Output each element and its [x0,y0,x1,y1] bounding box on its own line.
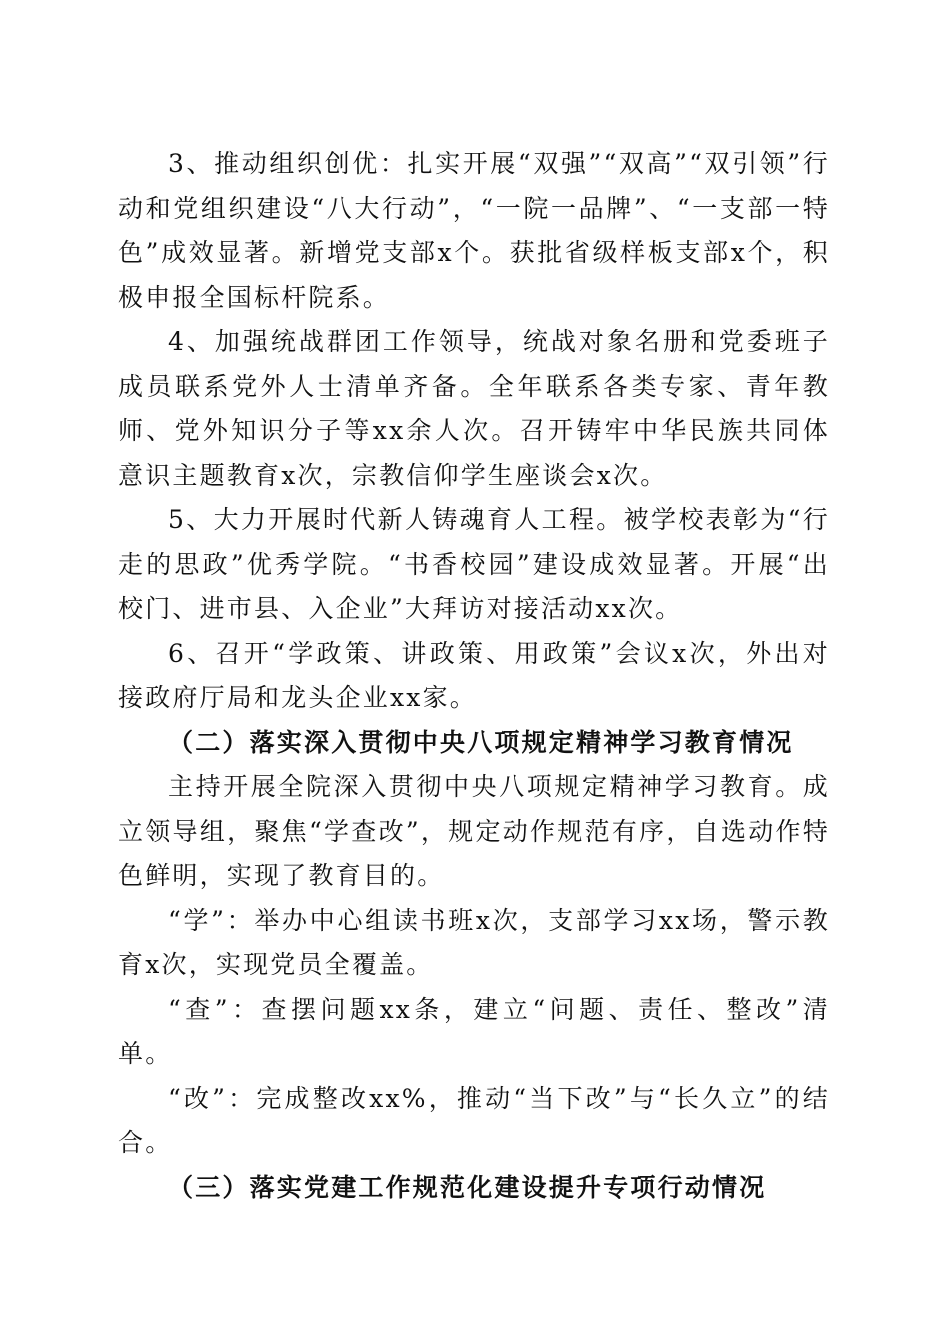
document-body [118,142,830,1210]
section-2-study: “学”：举办中心组读书班x次，支部学习xx场，警示教育x次，实现党员全覆盖。 [118,905,830,979]
section-2-check: “查”：查摆问题xx条，建立“问题、责任、整改”清单。 [118,994,830,1068]
paragraph-item-5: 5、大力开展时代新人铸魂育人工程。被学校表彰为“行走的思政”优秀学院。“书香校园”建设成效显著。开展“出校门、进市县、入企业”大拜访对接活动xx次。 [118,505,830,623]
section-heading-3: （三）落实党建工作规范化建设提升专项行动情况 [168,1172,767,1202]
section-heading-2: （二）落实深入贯彻中央八项规定精神学习教育情况 [168,727,794,757]
section-2-intro: 主持开展全院深入贯彻中央八项规定精神学习教育。成立领导组，聚焦“学查改”，规定动作规范有序，自选动作特色鲜明，实现了教育目的。 [118,772,830,890]
paragraph-item-3: 3、推动组织创优：扎实开展“双强”“双高”“双引领”行动和党组织建设“八大行动”，“一院一品牌”、“一支部一特色”成效显著。新增党支部x个。获批省级样板支部x个，积极申报全国标杆院系。 [118,149,830,312]
paragraph-item-4: 4、加强统战群团工作领导，统战对象名册和党委班子成员联系党外人士清单齐备。全年联系各类专家、青年教师、党外知识分子等xx余人次。召开铸牢中华民族共同体意识主题教育x次，宗教信仰学生座谈会x次。 [118,327,830,490]
paragraph-item-6: 6、召开“学政策、讲政策、用政策”会议x次，外出对接政府厅局和龙头企业xx家。 [118,638,830,712]
section-2-reform: “改”：完成整改xx%，推动“当下改”与“长久立”的结合。 [118,1083,830,1157]
